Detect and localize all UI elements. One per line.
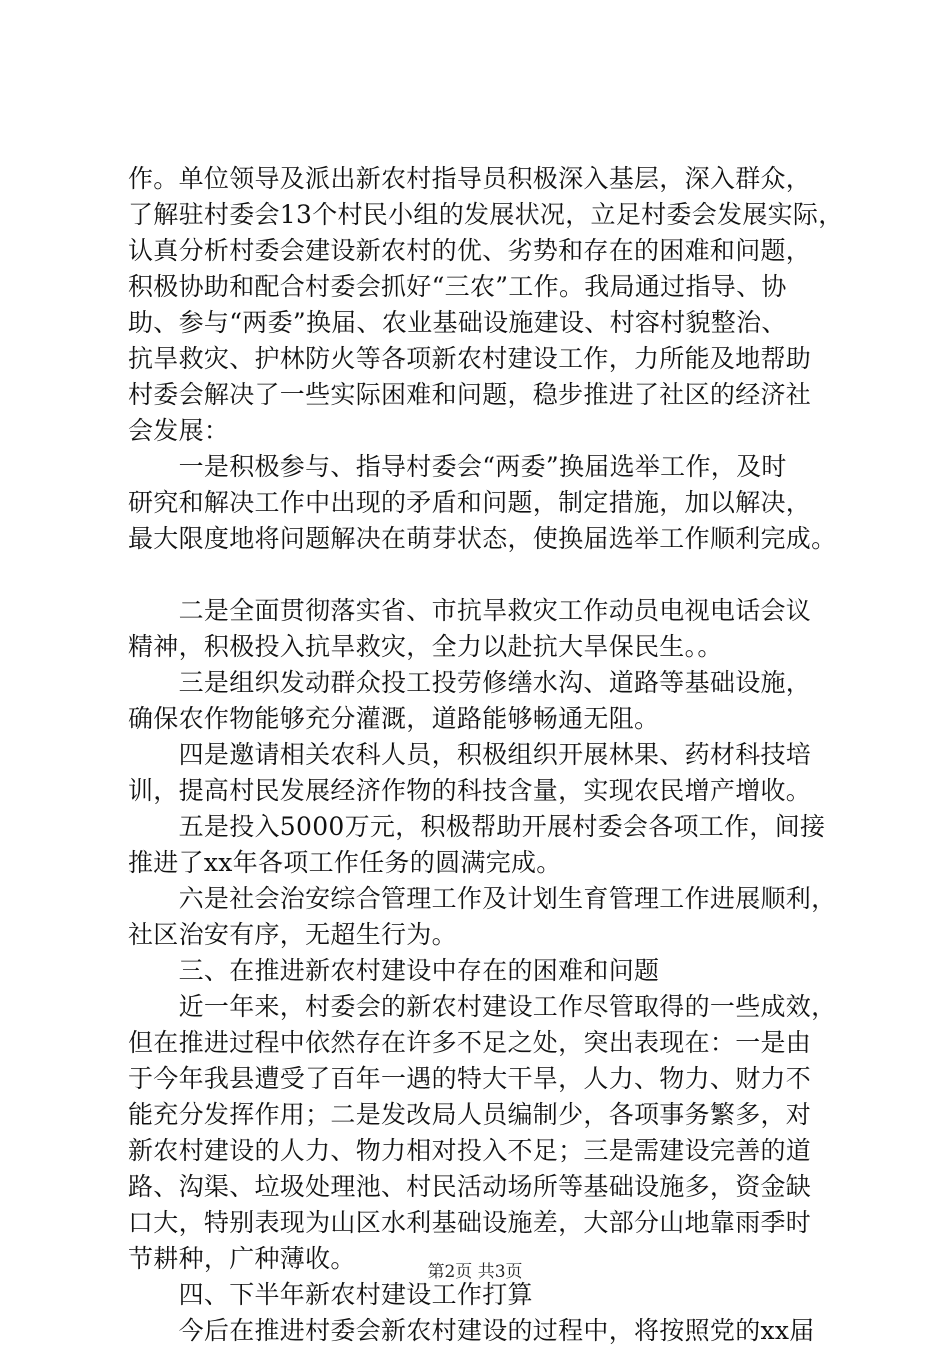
page-number-label: 第2页 共3页 bbox=[427, 1262, 523, 1282]
text-line: 近一年来，村委会的新农村建设工作尽管取得的一些成效， bbox=[128, 992, 837, 1021]
text-line: 五是投入5000万元，积极帮助开展村委会各项工作，间接 bbox=[128, 812, 826, 841]
text-line: 会发展： bbox=[128, 416, 230, 445]
text-line: 二是全面贯彻落实省、市抗旱救灾工作动员电视电话会议 bbox=[128, 596, 812, 625]
blank-line bbox=[128, 557, 848, 593]
body-text bbox=[128, 161, 848, 1349]
text-line: 推进了xx年各项工作任务的圆满完成。 bbox=[128, 848, 562, 877]
text-line: 最大限度地将问题解决在萌芽状态，使换届选举工作顺利完成。 bbox=[128, 524, 837, 553]
text-line: 认真分析村委会建设新农村的优、劣势和存在的困难和问题， bbox=[128, 236, 812, 265]
text-line: 积极协助和配合村委会抓好“三农”工作。我局通过指导、协 bbox=[128, 272, 787, 301]
text-line: 能充分发挥作用；二是发改局人员编制少，各项事务繁多，对 bbox=[128, 1100, 812, 1129]
text-line: 社区治安有序，无超生行为。 bbox=[128, 920, 457, 949]
text-line: 精神，积极投入抗旱救灾，全力以赴抗大旱保民生。。 bbox=[128, 632, 723, 661]
text-line: 节耕种，广种薄收。 bbox=[128, 1244, 356, 1273]
section-heading: 四、下半年新农村建设工作打算 bbox=[128, 1280, 533, 1309]
text-line: 一是积极参与、指导村委会“两委”换届选举工作，及时 bbox=[128, 452, 787, 481]
section-heading: 三、在推进新农村建设中存在的困难和问题 bbox=[128, 956, 660, 985]
text-line: 口大，特别表现为山区水利基础设施差，大部分山地靠雨季时 bbox=[128, 1208, 812, 1237]
page-footer bbox=[0, 1260, 950, 1284]
text-line: 路、沟渠、垃圾处理池、村民活动场所等基础设施多，资金缺 bbox=[128, 1172, 812, 1201]
text-line: 确保农作物能够充分灌溉，道路能够畅通无阻。 bbox=[128, 704, 660, 733]
text-line: 今后在推进村委会新农村建设的过程中，将按照党的xx届 bbox=[128, 1316, 815, 1345]
text-line: 四是邀请相关农科人员，积极组织开展林果、药材科技培 bbox=[128, 740, 812, 769]
text-line: 于今年我县遭受了百年一遇的特大干旱，人力、物力、财力不 bbox=[128, 1064, 812, 1093]
text-line: 作。单位领导及派出新农村指导员积极深入基层，深入群众， bbox=[128, 164, 812, 193]
text-line: 但在推进过程中依然存在许多不足之处，突出表现在：一是由 bbox=[128, 1028, 812, 1057]
text-line: 助、参与“两委”换届、农业基础设施建设、村容村貌整治、 bbox=[128, 308, 787, 337]
text-line: 六是社会治安综合管理工作及计划生育管理工作进展顺利， bbox=[128, 884, 837, 913]
text-line: 三是组织发动群众投工投劳修缮水沟、道路等基础设施， bbox=[128, 668, 812, 697]
text-line: 新农村建设的人力、物力相对投入不足；三是需建设完善的道 bbox=[128, 1136, 812, 1165]
text-line: 抗旱救灾、护林防火等各项新农村建设工作，力所能及地帮助 bbox=[128, 344, 812, 373]
text-line: 训，提高村民发展经济作物的科技含量，实现农民增产增收。 bbox=[128, 776, 812, 805]
text-line: 研究和解决工作中出现的矛盾和问题，制定措施，加以解决， bbox=[128, 488, 812, 517]
text-line: 村委会解决了一些实际困难和问题，稳步推进了社区的经济社 bbox=[128, 380, 812, 409]
text-line: 了解驻村委会13个村民小组的发展状况，立足村委会发展实际， bbox=[128, 200, 844, 229]
